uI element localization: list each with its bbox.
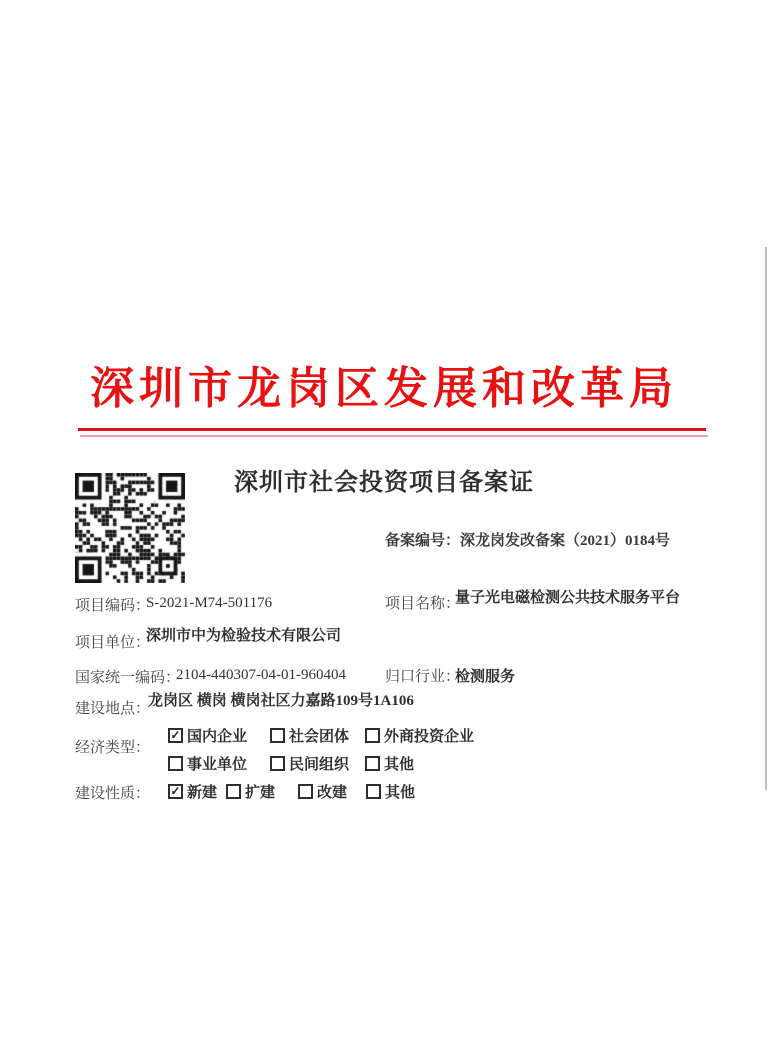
project-code-label: 项目编码： [75, 598, 151, 614]
checkbox-unchecked-icon[interactable] [365, 756, 380, 771]
checkbox-option-label: 外商投资企业 [384, 729, 475, 745]
project-unit-label: 项目单位： [75, 635, 151, 651]
checkbox-option [298, 781, 366, 802]
certificate-title: 深圳市社会投资项目备案证 [234, 470, 534, 496]
project-name-label: 项目名称： [385, 596, 461, 612]
checkbox-option [168, 725, 270, 746]
checkbox-unchecked-icon[interactable] [365, 728, 380, 743]
checkbox-unchecked-icon[interactable] [366, 784, 381, 799]
checkbox-option [168, 753, 270, 774]
checkbox-option [365, 753, 474, 774]
red-rule-thin [80, 435, 708, 437]
checkbox-unchecked-icon[interactable] [270, 728, 285, 743]
location-label: 建设地点： [75, 701, 151, 717]
project-code-value: S-2021-M74-501176 [146, 595, 273, 611]
checkbox-option [365, 725, 474, 746]
checkbox-option-label: 民间组织 [289, 757, 350, 773]
checkbox-option-label: 其他 [385, 785, 416, 801]
filing-number-label: 备案编号： [385, 533, 461, 549]
checkbox-checked-icon[interactable]: ✓ [168, 728, 183, 743]
checkbox-option-label: 扩建 [245, 785, 276, 801]
checkbox-option-label: 其他 [384, 757, 415, 773]
agency-header-title: 深圳市龙岗区发展和改革局 [90, 364, 678, 413]
industry-value: 检测服务 [455, 669, 516, 685]
checkbox-option-label: 新建 [187, 785, 218, 801]
checkbox-option-label: 社会团体 [289, 729, 350, 745]
filing-number [385, 529, 670, 550]
location-value: 龙岗区 横岗 横岗社区力嘉路109号1A106 [148, 693, 414, 709]
checkbox-option [270, 725, 365, 746]
project-name-value: 量子光电磁检测公共技术服务平台 [455, 590, 681, 606]
construction-nature-options [168, 781, 415, 802]
checkbox-unchecked-icon[interactable] [226, 784, 241, 799]
economic-type-options [168, 725, 474, 774]
checkbox-unchecked-icon[interactable] [298, 784, 313, 799]
checkbox-option [168, 781, 226, 802]
checkbox-option [366, 781, 415, 802]
construction-nature-label: 建设性质： [75, 786, 151, 802]
red-rule-thick [78, 428, 706, 431]
checkbox-unchecked-icon[interactable] [270, 756, 285, 771]
checkbox-unchecked-icon[interactable] [168, 756, 183, 771]
filing-number-value: 深龙岗发改备案（2021）0184号 [460, 533, 671, 549]
scan-edge-line [765, 247, 767, 790]
checkbox-option [270, 753, 365, 774]
checkbox-option-label: 改建 [317, 785, 348, 801]
checkbox-checked-icon[interactable]: ✓ [168, 784, 183, 799]
industry-label: 归口行业： [385, 669, 461, 685]
checkbox-option-label: 国内企业 [187, 729, 248, 745]
national-code-value: 2104-440307-04-01-960404 [176, 667, 346, 683]
checkbox-option [226, 781, 298, 802]
project-unit-value: 深圳市中为检验技术有限公司 [146, 628, 342, 644]
national-code-label: 国家统一编码： [75, 670, 181, 686]
checkbox-option-label: 事业单位 [187, 757, 248, 773]
economic-type-label: 经济类型： [75, 740, 151, 756]
